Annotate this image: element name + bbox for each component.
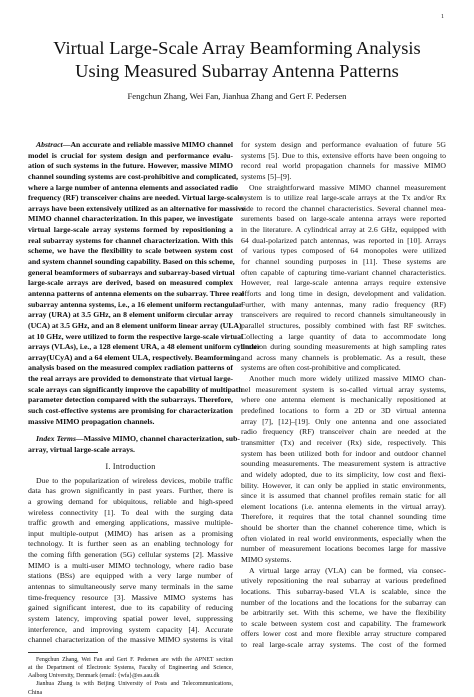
spacer <box>28 427 233 434</box>
body-line: system is to utilize real large-scale arrays at the Tx and/or Rx <box>241 193 446 203</box>
body-line: should be shorter than the channel coherence time, which is <box>241 523 446 533</box>
body-line: Collecting a large quantity of data to accommodate long <box>241 331 446 341</box>
footnote-rule <box>28 652 98 653</box>
abstract-text: array (URA) at 3.5 GHz, an 8 element uniform circular array <box>28 310 233 320</box>
body-line: offers lower cost and more flexible array structure compared <box>241 629 446 639</box>
body-line: in the literature. A cylindrical array at 2.6 GHz, equipped with <box>241 225 446 235</box>
body-line: record real world propagation channels for massive MIMO <box>241 161 446 171</box>
intro-line: the coming fifth generation (5G) cellular systems [2]. Massive <box>28 550 233 560</box>
body-line: utively repositioning the real subarray at various predefined <box>241 576 446 586</box>
right-column <box>241 140 446 651</box>
index-terms-line <box>28 445 233 456</box>
body-line: for system design and performance evaluation of future 5G <box>241 140 446 149</box>
abstract-line <box>28 225 233 236</box>
abstract-text: at 10 GHz, were utilized to form the respective large-scale virtual <box>28 331 244 341</box>
paper-title-line-2: Using Measured Subarray Antenna Patterns <box>75 61 399 81</box>
body-line: and across many channels is problematic. As a result, these <box>241 352 446 362</box>
abstract-text: arrays have been extensively utilized as an alternative for massive <box>28 203 246 213</box>
body-line: systems are often cost-prohibitive and complicated. <box>241 363 401 373</box>
abstract-text: —An accurate and reliable massive MIMO channel <box>62 140 234 149</box>
body-line: locations. This subarray-based VLA is scalable, since the <box>241 586 446 596</box>
body-line: efforts and long time in design, development and validation. <box>241 288 446 298</box>
abstract-text: (UCA) at 3.5 GHz, and an 8 element uniform linear array (ULA) <box>28 320 242 330</box>
body-line: MIMO systems. <box>241 554 292 564</box>
index-terms-label: Index Terms <box>36 434 76 444</box>
body-line: sounding measurements. The measurement system is attractive <box>241 459 446 469</box>
intro-line: time-frequency resource [3]. Massive MIMO systems has <box>28 592 233 602</box>
abstract-line <box>28 214 233 225</box>
abstract-line <box>28 246 233 257</box>
abstract-line <box>28 203 246 215</box>
intro-line: system latency, improving spatial power level, suppressing <box>28 613 233 623</box>
body-line: system has been utilized both for indoor and outdoor channel <box>241 448 446 458</box>
body-line: where one antenna element is mechanically repositioned at <box>241 395 446 405</box>
body-line: transceivers are required to record channels simultaneously in <box>241 310 446 320</box>
abstract-text: real subarray systems for channel characterization. With this <box>28 235 233 245</box>
body-line: radio frequency (RF) transceiver chain are needed at the <box>241 427 446 437</box>
index-terms-text: —Massive MIMO, channel characterization, sub- <box>75 434 241 444</box>
body-line: Therefore, it requires that the total channel sounding time <box>241 512 446 522</box>
body-line: number of measurement locations becomes large for massive <box>241 544 446 554</box>
body-line: for channel sounding purposes in [11]. These systems are <box>241 257 446 267</box>
body-line: often violated in real world environments, especially when the <box>241 533 446 543</box>
body-line: Further, with many antennas, many radio frequency (RF) <box>241 299 446 309</box>
abstract-text: channel sounding systems are cost-prohibitive and complicated, <box>28 171 239 181</box>
index-terms-text: array, virtual large-scale arrays. <box>28 444 135 454</box>
body-line: Another much more widely utilized massive MIMO chan- <box>249 374 446 384</box>
body-line: predefined locations to form a 2D or 3D virtual antenna <box>241 406 446 416</box>
intro-line: data has grown significantly in past years. Further, there is <box>28 486 233 496</box>
section-heading: I. Introduction <box>105 461 156 471</box>
abstract-line <box>28 374 233 385</box>
body-line: array [7], [12]–[19]. Only one antenna and one associated <box>241 416 446 426</box>
abstract-text: antenna patterns of antenna elements on the subarray. Three real <box>28 288 245 298</box>
body-line: element locations (i.e. antenna elements in the virtual array). <box>241 501 446 511</box>
abstract-text: and system channel sounding capability. Based on this scheme, <box>28 257 235 267</box>
abstract-text: MIMO channel characterization. In this paper, we investigate <box>28 214 233 224</box>
abstract-line <box>28 278 233 289</box>
intro-line: stations (BSs) are equipped with a very large number of <box>28 571 233 581</box>
body-line: duration during sounding measurements at high sampling rates <box>241 342 446 352</box>
abstract-label: Abstract <box>36 140 63 149</box>
abstract-line <box>28 288 245 300</box>
body-line: of various types composed of 64 monopoles were utilized <box>241 246 446 256</box>
intro-line: gained significant interest, due to its capability of reducing <box>28 603 233 613</box>
intro-line: interference, and improving system capacity [4]. Accurate <box>28 624 233 634</box>
intro-line: traffic growth and emerging applications, massive multiple- <box>28 518 233 528</box>
abstract-line <box>28 320 242 332</box>
intro-line: Due to the popularization of wireless devices, mobile traffic <box>36 475 233 485</box>
abstract-line <box>28 151 233 162</box>
abstract-line <box>28 268 233 279</box>
body-line: number of the locations and the locations for the subarray can <box>241 597 446 607</box>
abstract-line <box>28 342 261 353</box>
body-line: side to record the channel characteristics. Several channel mea- <box>241 203 446 213</box>
body-line: One straightforward massive MIMO channel measurement <box>249 182 446 192</box>
abstract-line <box>28 363 233 374</box>
footnote-line: Aalborg University, Denmark (email: {wfa}@es.aau.dk <box>28 673 160 680</box>
abstract-line <box>28 310 233 321</box>
abstract-line <box>28 257 233 268</box>
abstract-line <box>28 395 233 406</box>
abstract-text: scheme, we have the flexibility to scale between system cost <box>28 246 233 256</box>
body-line: bility. However, it can only be applied in static environments, <box>241 480 446 490</box>
body-line: transmitter (Tx) and receiver (Rx) side, respectively. This <box>241 437 446 447</box>
footnote-line: at the Department of Electronic Systems, Faculty of Engineering and Science, <box>28 665 233 672</box>
index-terms-line <box>28 434 241 445</box>
body-line: often capable of capturing time-variant channel characteristics. <box>241 267 446 277</box>
body-line: surements based on large-scale antenna arrays were reported <box>241 214 446 224</box>
intro-line: channel characterization of the massive MIMO systems is vital <box>28 635 233 645</box>
abstract-text: parameter detection compared with the subarrays. Therefore, <box>28 395 233 405</box>
body-line: A virtual large array (VLA) can be formed, via consec- <box>249 565 446 575</box>
abstract-text: subarray antenna systems, i.e., a 16 element uniform rectangular <box>28 299 243 309</box>
intro-line: antennas to simultaneously serve many terminals in the same <box>28 581 233 591</box>
abstract-line <box>28 406 233 417</box>
intro-line: input multiple-output (MIMO) has arisen as a promising <box>28 528 233 538</box>
intro-line: a growing demand for ubiquitous, reliable and high-speed <box>28 496 233 506</box>
intro-line: wireless connectivity [1]. To deal with the surging data <box>28 507 233 517</box>
abstract-line <box>28 140 233 151</box>
intro-line: technology. It is further seen as an enabling technology for <box>28 539 233 549</box>
body-line: and widely adopted, due to its simplicity, low cost and flexi- <box>241 469 446 479</box>
abstract-text: array(UCyA) and a 64 element ULA, respectively. Beamforming <box>28 352 241 362</box>
footnote-line: Fengchun Zhang, Wei Fan and Gert F. Pedersen are with the APNET section <box>36 656 233 663</box>
body-line: since it is assumed that channel profiles remain static for all <box>241 491 446 501</box>
abstract-line <box>28 384 243 396</box>
intro-line: MIMO is a multi-user MIMO technology, where radio base <box>28 560 233 570</box>
paper-title-line-1: Virtual Large-Scale Array Beamforming Analysis <box>53 38 421 58</box>
body-line: 64 dual-polarized patch antennas, was reported in [10]. Arrays <box>241 235 446 245</box>
abstract-text: the real arrays are provided to demonstrate that virtual large- <box>28 374 234 384</box>
abstract-text: ation of such systems in the future. However, massive MIMO <box>28 161 233 171</box>
body-line: to scale between system cost and capability. The framework <box>241 618 446 628</box>
abstract-text: virtual large-scale array systems formed by repositioning a <box>28 225 233 235</box>
body-line: be arbitrarily set. With this scheme, we have the flexibility <box>241 608 446 618</box>
body-line: systems [5]–[9]. <box>241 171 292 181</box>
abstract-text: general beamformers of subarrays and subarray-based virtual <box>28 267 235 277</box>
abstract-line <box>28 236 233 247</box>
abstract-text: analysis based on the measured complex radiation patterns of <box>28 363 233 373</box>
abstract-line <box>28 331 244 343</box>
body-line: systems [5]. Due to this, extensive efforts have been ongoing to <box>241 150 446 160</box>
abstract-text: where a large number of antenna elements and associated radio <box>28 182 239 192</box>
abstract-text: large-scale arrays are derived, based on measured complex <box>28 278 233 288</box>
abstract-line <box>28 299 243 311</box>
abstract-text: frequency (RF) transceiver chains are needed. Virtual large-scale <box>28 193 243 203</box>
abstract-text: scale arrays can significantly improve the capability of multipath <box>28 384 243 394</box>
body-line: However, real large-scale antenna arrays require extensive <box>241 278 446 288</box>
abstract-line <box>28 171 239 183</box>
abstract-line <box>28 193 243 204</box>
abstract-text: arrays (VLAs), i.e., a 128 element URA, a 48 element uniform cylinder <box>28 342 261 352</box>
left-column <box>28 140 261 697</box>
abstract-line <box>28 352 241 364</box>
abstract-line <box>28 161 233 172</box>
author-list: Fengchun Zhang, Wei Fan, Jianhua Zhang and Gert F. Pedersen <box>127 91 347 101</box>
body-line: nel measurement system is so-called virtual array systems, <box>241 384 446 394</box>
abstract-text: massive MIMO propagation channels. <box>28 416 155 426</box>
abstract-line <box>28 417 233 428</box>
footnote-line: China <box>28 689 43 696</box>
body-line: to real large-scale array systems. The cost of the formed <box>241 640 446 650</box>
page-number: 1 <box>441 14 444 20</box>
abstract-text: such cost-effective systems are promising for characterization <box>28 406 233 416</box>
abstract-line <box>28 182 239 194</box>
body-line: parallel structures, possibly combined with fast RF switches. <box>241 320 446 330</box>
footnote-line: Jianhua Zhang is with Beijing University of Posts and Telecommunications, <box>36 681 233 688</box>
abstract-text: model is crucial for system design and performance evalu- <box>28 150 233 160</box>
